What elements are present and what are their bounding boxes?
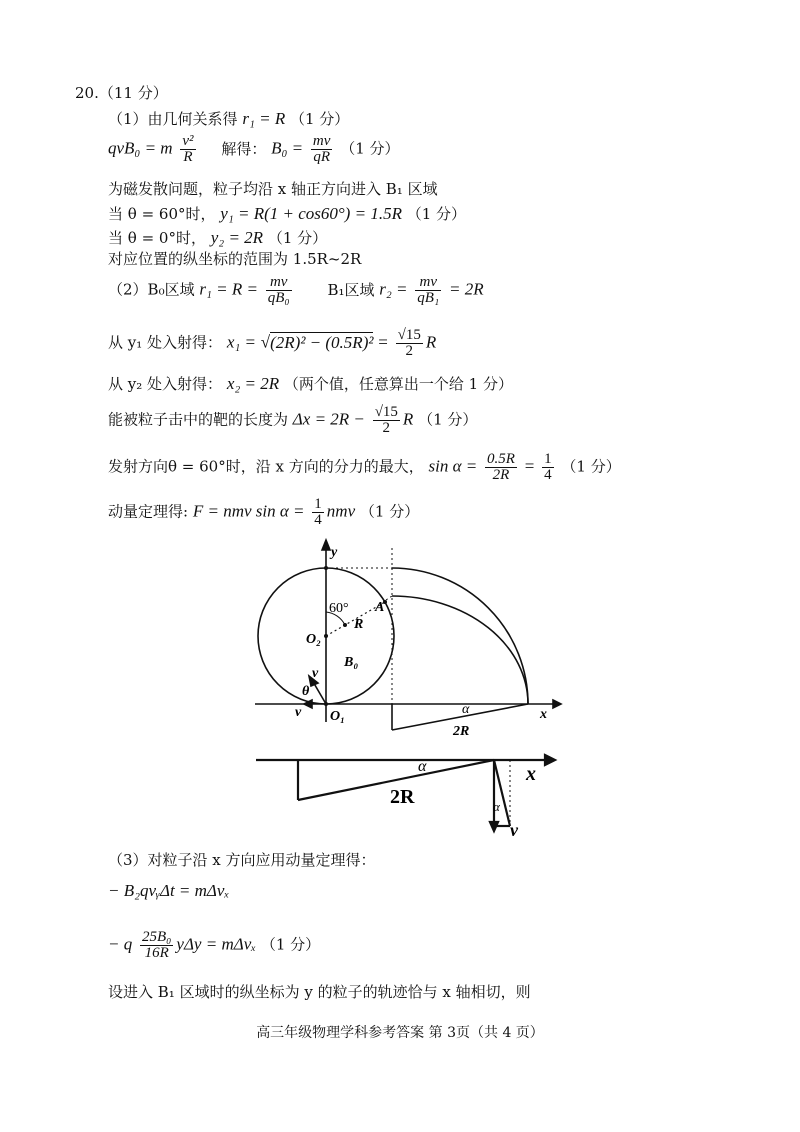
- x1-tail: R: [425, 332, 437, 352]
- p3-label: （3）对粒子沿 x 方向应用动量定理得：: [108, 851, 376, 869]
- line5-pts: （1 分）: [267, 229, 328, 247]
- frac-num: mv: [415, 275, 441, 291]
- p1-line6: 对应位置的纵坐标的范围为 1.5R~2R: [108, 250, 362, 268]
- sin-eq2: =: [524, 456, 535, 476]
- d2-v-arrow: [490, 822, 498, 831]
- p2-r2: r₂ =: [379, 279, 408, 299]
- line4-eq: y₁ = R(1 + cos60°) = 1.5R: [220, 204, 402, 223]
- eq2-tail: yΔy = mΔvₓ: [176, 934, 257, 954]
- frac-num: mv: [312, 133, 331, 149]
- x2-eq: x₂ = 2R: [226, 374, 280, 393]
- q-score: （11 分）: [98, 84, 168, 102]
- d2-label-alpha: α: [418, 758, 427, 775]
- line4-pre: 当 θ = 60°时，: [108, 205, 216, 223]
- label-A: A: [375, 600, 385, 615]
- d2-label-alpha2: α: [493, 799, 500, 814]
- eq2-pre: − q: [108, 934, 133, 954]
- origin-o1-dot: [324, 702, 328, 706]
- label-O1: O₁: [330, 709, 345, 724]
- dx-eq: Δx = 2R −: [292, 409, 365, 429]
- mom-pts: （1 分）: [359, 502, 420, 521]
- d2-label-v: v: [510, 820, 518, 840]
- frac-den: 16R: [144, 945, 169, 961]
- label-alpha: α: [462, 702, 470, 717]
- label-x: x: [540, 707, 547, 722]
- mom-pre: 动量定理得:: [108, 502, 189, 521]
- frac-den: qR: [313, 149, 330, 165]
- dx-pre: 能被粒子击中的靶的长度为: [108, 410, 289, 429]
- d2-label-2R: 2R: [390, 786, 415, 808]
- p1-label: （1）由几何关系得: [108, 110, 238, 128]
- line4-pts: （1 分）: [406, 205, 467, 223]
- frac-den: 2: [382, 420, 391, 436]
- label-2R: 2R: [453, 724, 470, 739]
- d2-axis-arrow: [545, 755, 555, 765]
- d2-v-slant: [494, 760, 510, 826]
- dx-tail: R: [402, 409, 414, 429]
- label-v2: v: [295, 705, 302, 720]
- arc-inner: [392, 596, 528, 704]
- frac-den: R: [183, 149, 193, 165]
- sin-eq: sin α =: [428, 456, 478, 476]
- y2-pre: 从 y₂ 处入射得：: [108, 375, 223, 393]
- frac-den: 4: [544, 467, 552, 483]
- frac-num: 1: [314, 496, 322, 512]
- eq-qvb0: qvB₀ = m: [108, 138, 173, 158]
- frac-num: 25B₀: [142, 929, 172, 945]
- radius-mid-dot: [343, 623, 347, 627]
- q-num: 20.: [75, 84, 99, 102]
- x1-radicand: (2R)² − (0.5R)²: [270, 332, 374, 352]
- sqrt-sign: √: [260, 332, 271, 352]
- a-dotted: [386, 596, 392, 600]
- line5-eq: y₂ = 2R: [210, 228, 264, 247]
- frac-den: qB₀: [267, 290, 290, 306]
- frac-25b0-16r: [140, 930, 173, 961]
- p3-eq1: − B₂qvᵧΔt = mΔvₓ: [108, 881, 230, 900]
- p3-eq2: [108, 930, 320, 961]
- y-axis-arrow: [322, 540, 330, 550]
- label-v1: v: [312, 666, 319, 681]
- label-R: R: [354, 617, 364, 632]
- p1-pts2: （1 分）: [340, 139, 400, 158]
- top-dot: [324, 566, 328, 570]
- p2-label: （2）B₀区域: [108, 280, 195, 299]
- y1-pre: 从 y₁ 处入射得：: [108, 333, 223, 352]
- p2-r1: r₁ = R =: [199, 279, 258, 299]
- label-60: 60°: [329, 601, 349, 616]
- eq2-pts: （1 分）: [260, 935, 321, 954]
- x1-label: x₁ =: [226, 332, 256, 352]
- frac-num: mv: [266, 275, 292, 291]
- arc-outer: [392, 568, 528, 704]
- mom-tail: nmv: [326, 501, 356, 521]
- label-B0: B₀: [344, 655, 359, 670]
- label-y: y: [331, 545, 338, 560]
- frac-den: qB₁: [417, 290, 440, 306]
- p1-pts: （1 分）: [290, 110, 350, 128]
- p3-last-line: 设进入 B₁ 区域时的纵坐标为 y 的粒子的轨迹恰与 x 轴相切，则: [108, 983, 531, 1001]
- x2-note: （两个值，任意算出一个给 1 分）: [283, 375, 513, 393]
- frac-num: √15: [397, 327, 421, 343]
- center-o2-dot: [324, 634, 328, 638]
- p1-r1-eq: r₁ = R: [242, 109, 286, 128]
- frac-den: 2R: [492, 467, 510, 483]
- x-axis-arrow: [553, 700, 561, 708]
- frac-num: √15: [374, 404, 398, 420]
- frac-num: v²: [182, 133, 194, 149]
- p2-b1label: B₁区域: [327, 280, 375, 299]
- sin-pre: 发射方向θ = 60°时，沿 x 方向的分力的最大，: [108, 457, 424, 476]
- frac-den: 4: [314, 512, 322, 528]
- frac-den: 2: [405, 343, 413, 359]
- frac-num: 0.5R: [487, 451, 515, 467]
- line5-pre: 当 θ = 0°时，: [108, 229, 206, 247]
- d2-label-x: x: [526, 763, 536, 785]
- p1-line3: 为磁发散问题，粒子均沿 x 轴正方向进入 B₁ 区域: [108, 180, 438, 198]
- x1-eq: =: [378, 332, 388, 352]
- solve-label: 解得：: [221, 139, 267, 158]
- page-footer: 高三年级物理学科参考答案 第 3页（共 4 页）: [256, 1025, 544, 1041]
- label-theta: θ: [302, 684, 310, 699]
- sin-pts: （1 分）: [561, 457, 621, 476]
- label-O2: O₂: [306, 632, 321, 647]
- dx-pts: （1 分）: [418, 410, 478, 429]
- frac-num: 1: [544, 451, 552, 467]
- eq-b0: B₀ =: [271, 138, 304, 158]
- p2-r2-tail: = 2R: [448, 279, 484, 299]
- mom-eq: F = nmv sin α =: [192, 501, 305, 521]
